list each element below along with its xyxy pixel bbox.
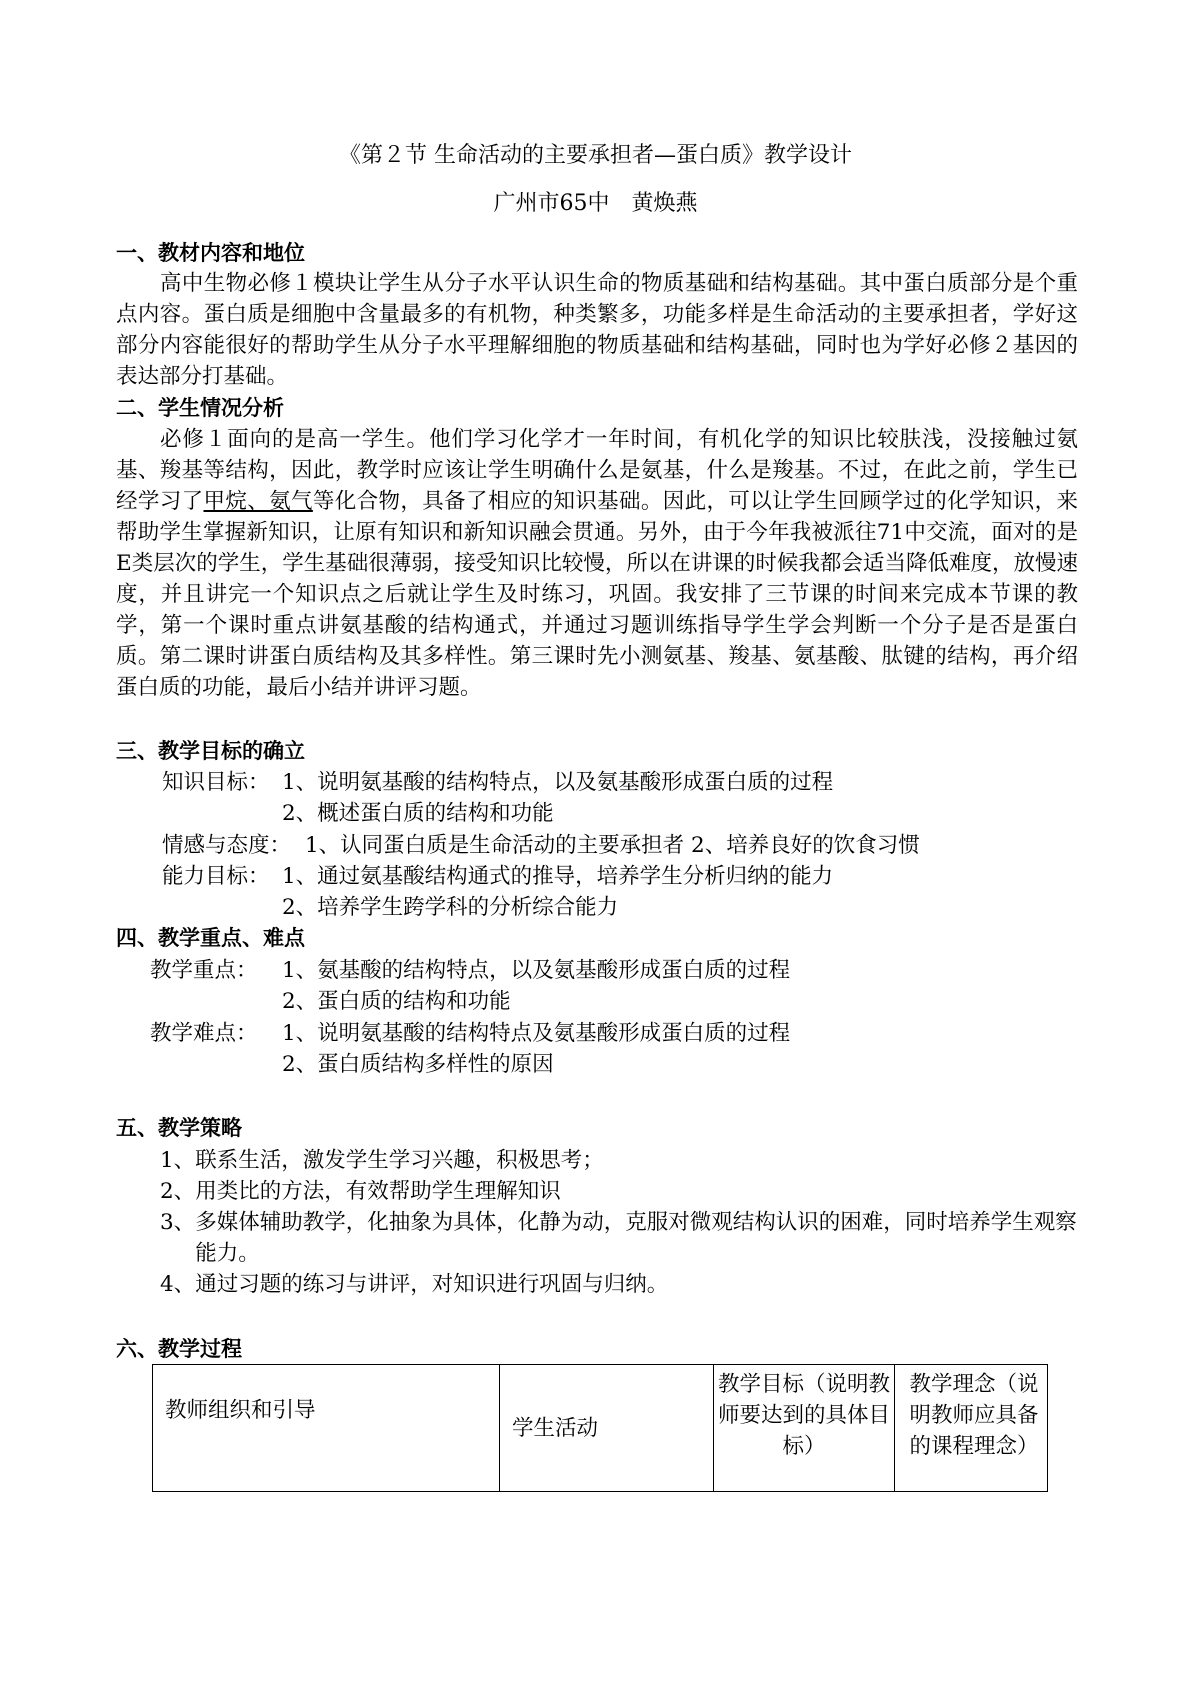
table-header-teacher: 教师组织和引导 [153, 1365, 500, 1492]
section-2-text-part-a: 必修１面向的是高一学生。他们学习化学才一年时间，有机化学的知识比较肤浅，没接触过氨基、羧基等结构，因此，教学时应该让学生明确什么是氨基，什么是羧基。不过，在此之前，学生已经学习了 [116, 427, 1078, 514]
table-header-philosophy: 教学理念（说明教师应具备的课程理念） [895, 1365, 1048, 1492]
ability-goal-2: 2、培养学生跨学科的分析综合能力 [282, 895, 619, 920]
list-item: 3、 多媒体辅助教学，化抽象为具体，化静为动，克服对微观结构认识的困难，同时培养学生观察能力。 [160, 1210, 1077, 1266]
section-1-paragraph: 高中生物必修１模块让学生从分子水平认识生命的物质基础和结构基础。其中蛋白质部分是个重点内容。蛋白质是细胞中含量最多的有机物，种类繁多，功能多样是生命活动的主要承担者，学好这部分内容能很好的帮助学生从分子水平理解细胞的物质基础和结构基础，同时也为学好必修２基因的表达部分打基础。 [116, 271, 1078, 389]
key-point-2: 2、蛋白质的结构和功能 [282, 989, 511, 1014]
section-2-heading: 二、学生情况分析 [116, 396, 284, 420]
section-3-heading: 三、教学目标的确立 [116, 739, 305, 763]
list-item: 2、 用类比的方法，有效帮助学生理解知识 [160, 1179, 561, 1204]
table-header-goal: 教学目标（说明教师要达到的具体目标） [714, 1365, 895, 1492]
section-2-text-part-b: 等化合物，具备了相应的知识基础。因此，可以让学生回顾学过的化学知识，来帮助学生掌握新知识，让原有知识和新知识融会贯通。另外，由于今年我被派往71中交流，面对的是E类层次的学生，学生基础很薄弱，接受知识比较慢，所以在讲课的时候我都会适当降低难度，放慢速度，并且讲完一个知识点之后就让学生及时练习，巩固。我安排了三节课的时间来完成本节课的教学，第一个课时重点讲氨基酸的结构通式，并通过习题训练指导学生学会判断一个分子是否是蛋白质。第二课时讲蛋白质结构及其多样性。第三课时先小测氨基、羧基、氨基酸、肽键的结构，再介绍蛋白质的功能，最后小结并讲评习题。 [116, 489, 1078, 700]
difficult-point-1: 1、说明氨基酸的结构特点及氨基酸形成蛋白质的过程 [282, 1021, 791, 1046]
ability-goal-label: 能力目标： [162, 864, 270, 889]
list-item: 1、 联系生活，激发学生学习兴趣，积极思考； [160, 1148, 604, 1173]
attitude-goal-text: 1、认同蛋白质是生命活动的主要承担者 2、培养良好的饮食习惯 [305, 833, 920, 858]
document-author: 广州市65中 黄焕燕 [493, 191, 698, 216]
knowledge-goal-2: 2、概述蛋白质的结构和功能 [282, 801, 554, 826]
section-2-underlined-text: 甲烷、氨气 [203, 489, 313, 514]
table-row [153, 1365, 1048, 1492]
section-6-heading: 六、教学过程 [116, 1337, 242, 1361]
document-title: 《第２节 生命活动的主要承担者—蛋白质》教学设计 [339, 143, 852, 168]
section-2-paragraph [116, 424, 1078, 703]
ability-goal-1: 1、通过氨基酸结构通式的推导，培养学生分析归纳的能力 [282, 864, 834, 889]
table-header-student: 学生活动 [500, 1365, 714, 1492]
key-point-1: 1、氨基酸的结构特点，以及氨基酸形成蛋白质的过程 [282, 958, 791, 983]
strategy-list [160, 1145, 1080, 1300]
knowledge-goal-label: 知识目标： [162, 770, 270, 795]
attitude-goal-label: 情感与态度： [162, 833, 292, 858]
section-5-heading: 五、教学策略 [116, 1116, 242, 1140]
list-item: 4、 通过习题的练习与讲评，对知识进行巩固与归纳。 [160, 1272, 669, 1297]
section-4-heading: 四、教学重点、难点 [116, 926, 305, 950]
knowledge-goal-1: 1、说明氨基酸的结构特点，以及氨基酸形成蛋白质的过程 [282, 770, 834, 795]
section-1-heading: 一、教材内容和地位 [116, 241, 305, 265]
difficult-point-2: 2、蛋白质结构多样性的原因 [282, 1052, 554, 1077]
difficult-points-label: 教学难点： [150, 1021, 258, 1046]
key-points-label: 教学重点： [150, 958, 258, 983]
teaching-process-table [152, 1364, 1048, 1492]
